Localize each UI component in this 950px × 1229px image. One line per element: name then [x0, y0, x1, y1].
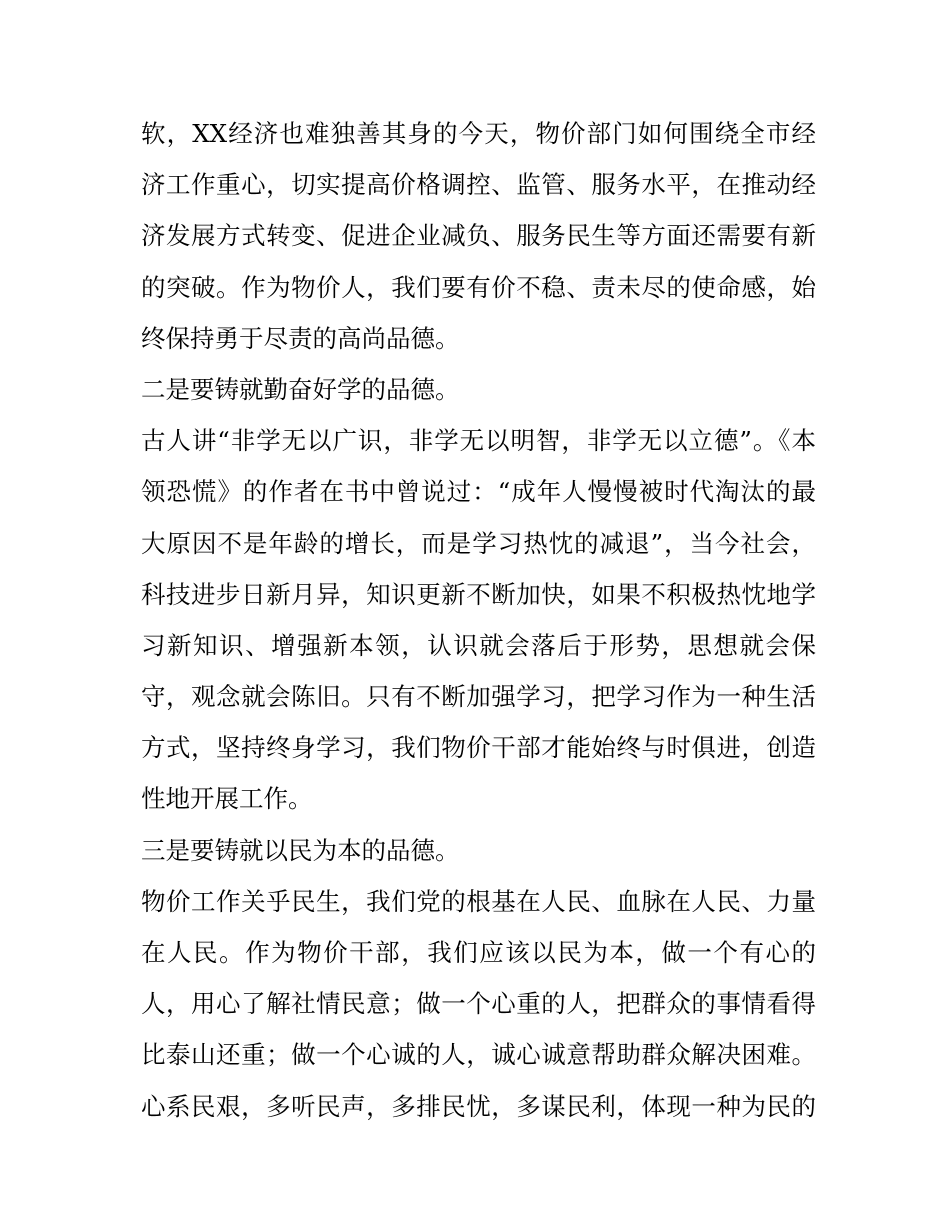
text-line: 方式，坚持终身学习，我们物价干部才能始终与时俱进，创造	[141, 733, 816, 763]
text-line: 守，观念就会陈旧。只有不断加强学习，把学习作为一种生活	[141, 682, 816, 712]
section-heading: 二是要铸就勤奋好学的品德。	[141, 374, 460, 404]
text-line: 科技进步日新月异，知识更新不断加快，如果不积极热忱地学	[141, 579, 816, 609]
text-line: 的突破。作为物价人，我们要有价不稳、责未尽的使命感，始	[141, 272, 816, 302]
text-line: 物价工作关乎民生，我们党的根基在人民、血脉在人民、力量	[141, 886, 816, 916]
text-line: 习新知识、增强新本领，认识就会落后于形势，思想就会保	[141, 630, 816, 660]
text-line: 人，用心了解社情民意；做一个心重的人，把群众的事情看得	[141, 989, 816, 1019]
text-line: 大原因不是年龄的增长，而是学习热忱的减退”，当今社会，	[141, 528, 816, 558]
document-body	[141, 108, 816, 1132]
text-line: 终保持勇于尽责的高尚品德。	[141, 323, 460, 353]
text-line: 比泰山还重；做一个心诚的人，诚心诚意帮助群众解决困难。	[141, 1040, 816, 1070]
text-line: 软，XX经济也难独善其身的今天，物价部门如何围绕全市经	[141, 119, 816, 148]
text-line: 古人讲“非学无以广识，非学无以明智，非学无以立德”。《本	[141, 426, 816, 456]
text-line: 领恐慌》的作者在书中曾说过：“成年人慢慢被时代淘汰的最	[141, 477, 816, 507]
text-line: 济发展方式转变、促进企业减负、服务民生等方面还需要有新	[141, 221, 816, 251]
text-line: 性地开展工作。	[141, 784, 313, 814]
text-line: 在人民。作为物价干部，我们应该以民为本，做一个有心的	[141, 938, 816, 967]
text-line: 心系民艰，多听民声，多排民忧，多谋民利，体现一种为民的	[141, 1091, 816, 1121]
section-heading: 三是要铸就以民为本的品德。	[141, 835, 460, 865]
text-line: 济工作重心，切实提高价格调控、监管、服务水平，在推动经	[141, 170, 816, 200]
